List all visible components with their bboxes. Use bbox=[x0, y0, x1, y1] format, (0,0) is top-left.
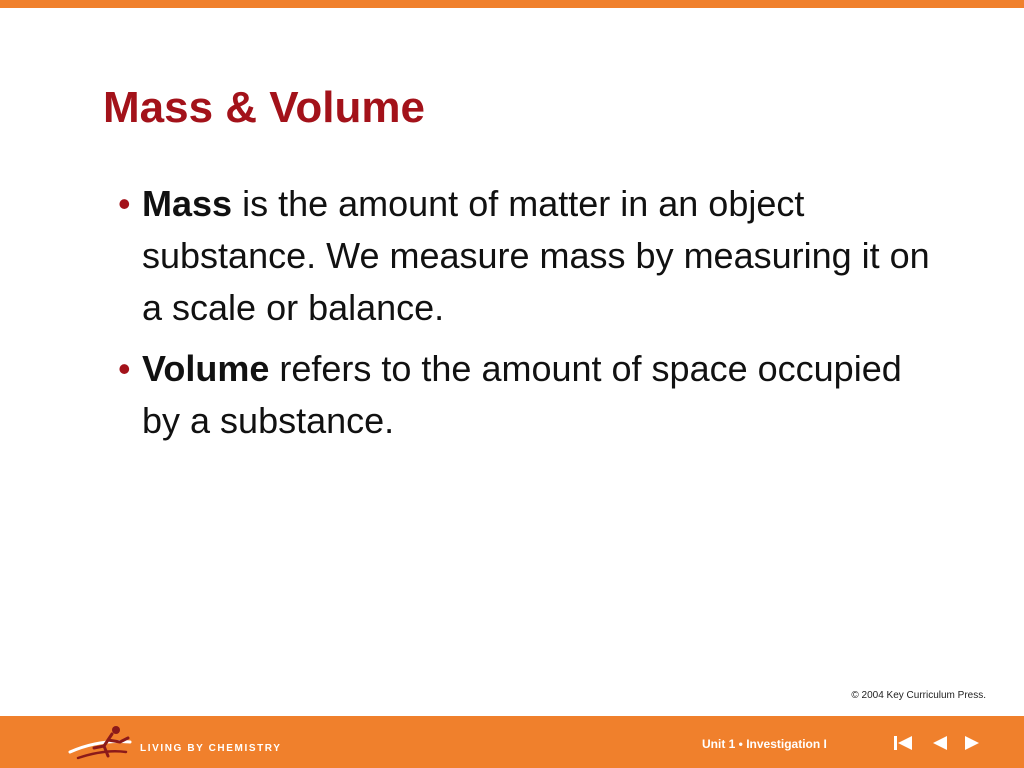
bullet-text: refers to the amount of space occupied by a substance. bbox=[142, 348, 902, 441]
living-by-chemistry-logo bbox=[68, 722, 288, 762]
bullet-item-mass bbox=[118, 178, 938, 334]
slide-title: Mass & Volume bbox=[103, 83, 425, 132]
copyright-notice: © 2004 Key Curriculum Press. bbox=[851, 690, 986, 701]
bullet-term: Volume bbox=[142, 348, 270, 389]
logo-text: LIVING BY CHEMISTRY bbox=[140, 743, 282, 754]
triangle-right-icon[interactable] bbox=[962, 735, 982, 751]
bullet-icon: • bbox=[118, 348, 131, 389]
top-accent-bar bbox=[0, 0, 1024, 8]
skip-to-first-icon[interactable] bbox=[893, 735, 913, 751]
bullet-icon: • bbox=[118, 183, 131, 224]
bullet-term: Mass bbox=[142, 183, 233, 224]
bullet-list bbox=[118, 178, 938, 456]
unit-investigation-label: Unit 1 • Investigation I bbox=[702, 737, 827, 751]
bullet-text: is the amount of matter in an object substance. We measure mass by measuring it on a scale or balance. bbox=[142, 183, 930, 328]
triangle-left-icon[interactable] bbox=[930, 735, 950, 751]
bullet-item-volume bbox=[118, 343, 938, 447]
footer-bar bbox=[0, 716, 1024, 768]
